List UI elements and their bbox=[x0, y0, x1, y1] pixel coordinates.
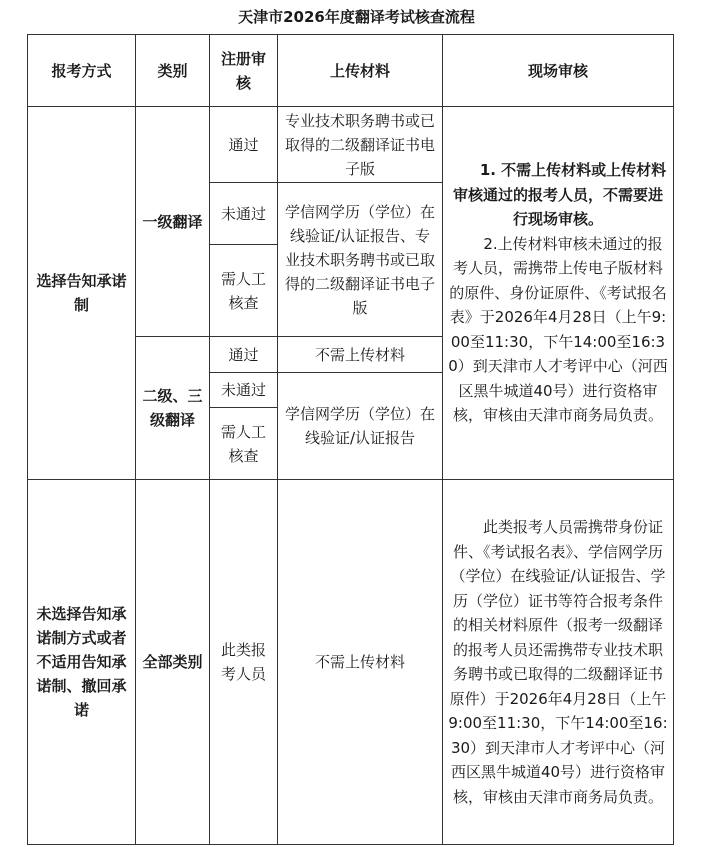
onsite-review-no-commit bbox=[443, 480, 674, 845]
method-no-commit: 未选择告知承诺制方式或者不适用告知承诺制、撤回承诺 bbox=[28, 480, 136, 845]
page-title: 天津市2026年度翻译考试核查流程 bbox=[238, 8, 475, 26]
table-header-row bbox=[28, 35, 674, 107]
onsite-note-no-commit: 此类报考人员需携带身份证件、《考试报名表》、学信网学历（学位）在线验证/认证报告、学历（学位）证书等符合报考条件的相关材料原件（报考一级翻译的报考人员还需携带专业技术职务聘书或已取得的二级翻译证书原件）于2026年4月28日（上午9:00至11:30，下午14:00至16:30）到天津市人才考评中心（河西区黑牛城道40号）进行资格审核，审核由天津市商务局负责。 bbox=[448, 518, 668, 806]
status-pass: 通过 bbox=[210, 337, 278, 373]
header-materials: 上传材料 bbox=[278, 35, 443, 107]
materials-level1-pass: 专业技术职务聘书或已取得的二级翻译证书电子版 bbox=[278, 107, 443, 183]
registration-this-group: 此类报考人员 bbox=[210, 480, 278, 845]
onsite-review-commit bbox=[443, 107, 674, 480]
table-row bbox=[28, 107, 674, 183]
status-manual: 需人工核查 bbox=[210, 408, 278, 480]
category-all: 全部类别 bbox=[136, 480, 210, 845]
category-level1: 一级翻译 bbox=[136, 107, 210, 337]
materials-no-commit: 不需上传材料 bbox=[278, 480, 443, 845]
status-manual: 需人工核查 bbox=[210, 245, 278, 337]
review-process-table bbox=[27, 34, 674, 845]
materials-level23-pass: 不需上传材料 bbox=[278, 337, 443, 373]
materials-level1-fail: 学信网学历（学位）在线验证/认证报告、专业技术职务聘书或已取得的二级翻译证书电子版 bbox=[278, 183, 443, 337]
header-onsite: 现场审核 bbox=[443, 35, 674, 107]
materials-level23-fail: 学信网学历（学位）在线验证/认证报告 bbox=[278, 373, 443, 480]
onsite-note-1: 1. 不需上传材料或上传材料审核通过的报考人员，不需要进行现场审核。 bbox=[452, 161, 667, 229]
header-category: 类别 bbox=[136, 35, 210, 107]
method-commit: 选择告知承诺制 bbox=[28, 107, 136, 480]
onsite-note-2: 2.上传材料审核未通过的报考人员，需携带上传电子版材料的原件、身份证原件、《考试报名表》于2026年4月28日（上午9:00至11:30，下午14:00至16:30）到天津市人才考评中心（河西区黑牛城道40号）进行资格审核，审核由天津市商务局负责。 bbox=[448, 234, 668, 425]
header-registration: 注册审核 bbox=[210, 35, 278, 107]
status-fail: 未通过 bbox=[210, 183, 278, 245]
status-fail: 未通过 bbox=[210, 373, 278, 408]
table-row bbox=[28, 480, 674, 845]
header-method: 报考方式 bbox=[28, 35, 136, 107]
status-pass: 通过 bbox=[210, 107, 278, 183]
category-level23: 二级、三级翻译 bbox=[136, 337, 210, 480]
